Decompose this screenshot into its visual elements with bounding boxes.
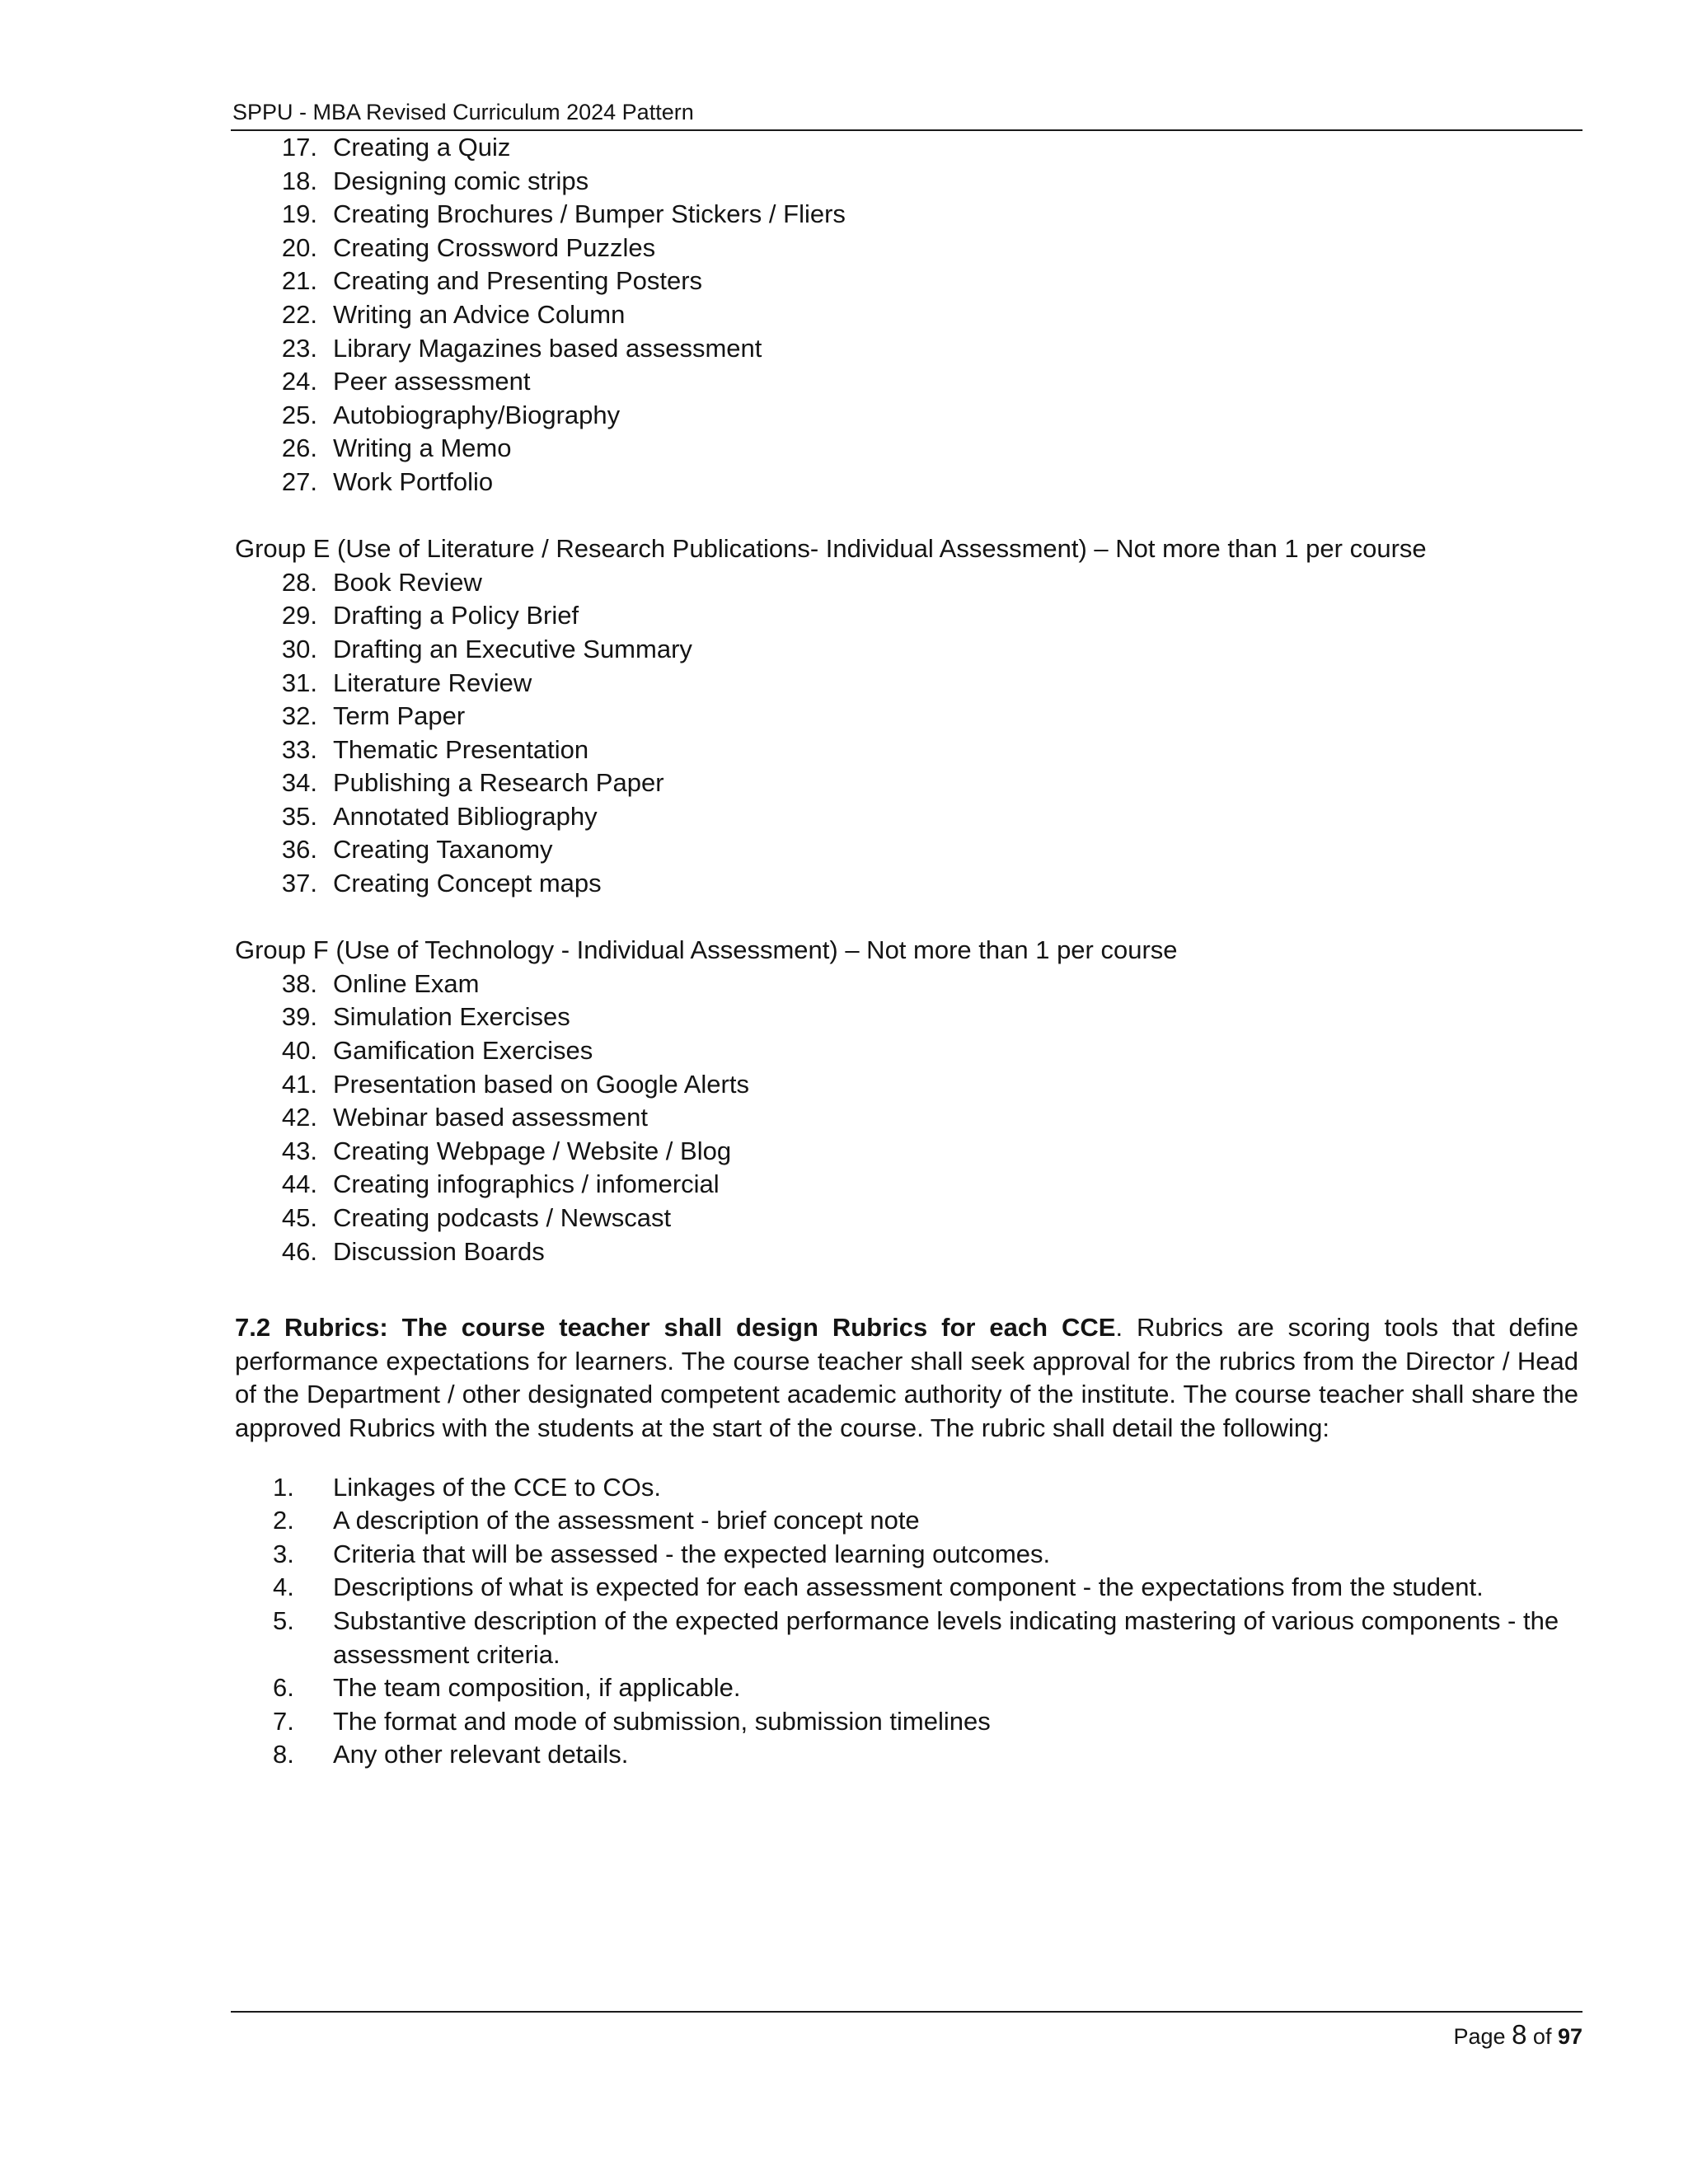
page-content: [235, 131, 1578, 1772]
list-item: 17. Creating a Quiz: [281, 133, 511, 162]
page-number: Page 8 of 97: [1453, 2019, 1582, 2050]
rubrics-heading: 7.2 Rubrics: The course teacher shall design Rubrics for each CCE: [235, 1313, 1116, 1343]
total-pages: 97: [1557, 2024, 1582, 2049]
group-f-list: [235, 968, 1578, 1268]
list-item: 29. Drafting a Policy Brief: [281, 601, 579, 630]
list-item: 3. Criteria that will be assessed - the expected learning outcomes.: [273, 1539, 1051, 1568]
group-f-heading: Group F (Use of Technology - Individual Assessment) – Not more than 1 per course: [235, 935, 1178, 965]
list-item: 38. Online Exam: [281, 968, 480, 998]
list-item: 43. Creating Webpage / Website / Blog: [281, 1136, 732, 1165]
list-item: 1. Linkages of the CCE to COs.: [273, 1472, 662, 1502]
group-e-heading: Group E (Use of Literature / Research Publications- Individual Assessment) – Not more than 1 per course: [235, 534, 1427, 564]
rubric-details-list: [235, 1471, 1578, 1772]
list-item: 40. Gamification Exercises: [281, 1036, 593, 1066]
list-item: 18. Designing comic strips: [281, 166, 589, 195]
activity-list-continued: [235, 131, 1578, 499]
list-item: 39. Simulation Exercises: [281, 1002, 570, 1032]
list-item: 6. The team composition, if applicable.: [273, 1673, 741, 1703]
list-item: 28. Book Review: [281, 567, 482, 597]
list-item: 45. Creating podcasts / Newscast: [281, 1203, 672, 1232]
list-item: 25. Autobiography/Biography: [281, 400, 621, 429]
list-item: 32. Term Paper: [281, 701, 466, 731]
list-item: 46. Discussion Boards: [281, 1236, 545, 1266]
list-item: 35. Annotated Bibliography: [281, 801, 598, 831]
list-item: 21. Creating and Presenting Posters: [281, 266, 703, 296]
list-item: 42. Webinar based assessment: [281, 1103, 648, 1132]
list-item: 24. Peer assessment: [281, 367, 531, 396]
list-item: 23. Library Magazines based assessment: [281, 333, 762, 363]
list-item: 2. A description of the assessment - brief concept note: [273, 1506, 920, 1535]
current-page: 8: [1512, 2019, 1527, 2050]
list-item: 37. Creating Concept maps: [281, 869, 602, 898]
list-item: 4. Descriptions of what is expected for each assessment component - the expectations from the student.: [273, 1572, 1484, 1602]
list-item: 33. Thematic Presentation: [281, 734, 589, 764]
rubrics-paragraph: [235, 1311, 1578, 1445]
list-item: 7. The format and mode of submission, submission timelines: [273, 1706, 991, 1736]
list-item: 27. Work Portfolio: [281, 466, 494, 496]
list-item: 44. Creating infographics / infomercial: [281, 1169, 720, 1199]
list-item: 41. Presentation based on Google Alerts: [281, 1069, 749, 1099]
page-header-title: SPPU - MBA Revised Curriculum 2024 Pattern: [232, 100, 694, 124]
list-item: 26. Writing a Memo: [281, 434, 512, 463]
group-e-list: [235, 566, 1578, 901]
list-item: 5. Substantive description of the expected performance levels indicating mastering of various components - the assessment criteria.: [273, 1605, 1559, 1669]
list-item: 22. Writing an Advice Column: [281, 299, 626, 329]
list-item: 19. Creating Brochures / Bumper Stickers / Fliers: [281, 199, 846, 229]
list-item: 30. Drafting an Executive Summary: [281, 634, 692, 663]
rubrics-body: . Rubrics are scoring tools that define performance expectations for learners. The course teacher shall seek approval for the rubrics from the Director / Head of the Department / other designated competent academic authority of the institute. The course teacher shall share the approved Rubrics with the students at the start of the course. The rubric shall detail the following:: [235, 1313, 1578, 1442]
list-item: 8. Any other relevant details.: [273, 1740, 629, 1769]
list-item: 31. Literature Review: [281, 668, 532, 697]
list-item: 36. Creating Taxanomy: [281, 835, 553, 865]
list-item: 20. Creating Crossword Puzzles: [281, 232, 656, 262]
list-item: 34. Publishing a Research Paper: [281, 768, 664, 798]
footer-rule: [231, 2011, 1582, 2013]
